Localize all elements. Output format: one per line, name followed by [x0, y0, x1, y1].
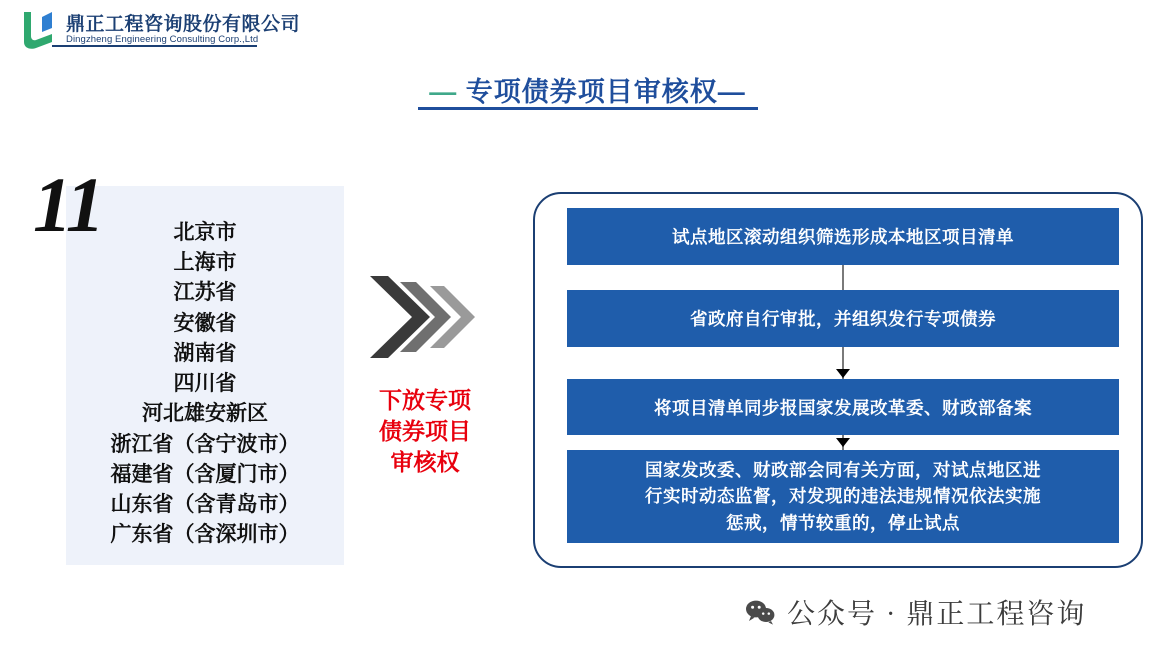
- list-item: 四川省: [173, 372, 237, 396]
- list-item: 湖南省: [173, 341, 237, 365]
- flow-step-4-line-1: 国家发改委、财政部会同有关方面，对试点地区进: [645, 460, 1041, 481]
- title-text: 专项债券项目审核权: [465, 77, 718, 107]
- list-item: 山东省（含青岛市）: [110, 493, 300, 517]
- list-item: 浙江省（含宁波市）: [110, 432, 300, 456]
- flow-arrow-icon-3: [836, 438, 850, 447]
- footer-watermark: [745, 592, 1086, 632]
- flow-step-2-label: 省政府自行审批，并组织发行专项债券: [690, 309, 996, 329]
- footer-text: 公众号 · 鼎正工程咨询: [787, 599, 1087, 630]
- arrow-caption-line-2: 债券项目: [379, 418, 471, 445]
- list-item: 河北雄安新区: [142, 402, 268, 426]
- flow-step-1: [567, 208, 1119, 265]
- list-item: 广东省（含深圳市）: [110, 523, 300, 547]
- logo-company-cn: 鼎正工程咨询股份有限公司: [66, 13, 301, 35]
- flow-step-4: [567, 450, 1119, 543]
- flow-connector-1: [842, 265, 844, 290]
- title-dash-left: —: [429, 77, 458, 107]
- flow-step-1-label: 试点地区滚动组织筛选形成本地区项目清单: [672, 227, 1014, 247]
- flow-step-2: [567, 290, 1119, 347]
- logo-divider: [52, 45, 257, 47]
- arrow-caption: [360, 385, 490, 478]
- list-item: 北京市: [173, 221, 237, 244]
- list-item: 江苏省: [173, 281, 237, 305]
- logo-company-en: Dingzheng Engineering Consulting Corp.,Ltd: [66, 34, 259, 46]
- wechat-icon: [745, 599, 775, 625]
- title-underline: [418, 107, 758, 110]
- chevron-right-icon: [366, 272, 486, 362]
- arrow-caption-line-3: 审核权: [390, 449, 460, 476]
- flow-arrow-icon-2: [836, 369, 850, 378]
- flow-step-4-line-3: 惩戒，情节较重的，停止试点: [726, 512, 960, 533]
- arrow-caption-line-1: 下放专项: [379, 387, 471, 413]
- region-list: [66, 218, 344, 551]
- list-item: 安徽省: [173, 311, 237, 335]
- flow-step-3-label: 将项目清单同步报国家发展改革委、财政部备案: [654, 397, 1032, 418]
- flow-step-3: [567, 379, 1119, 435]
- flow-step-4-line-2: 行实时动态监督，对发现的违法违规情况依法实施: [645, 486, 1041, 507]
- list-item: 福建省（含厦门市）: [110, 462, 300, 486]
- page-title: [0, 70, 1175, 109]
- region-count: 11: [33, 161, 103, 248]
- list-item: 上海市: [173, 251, 237, 275]
- title-dash-right: —: [717, 77, 746, 107]
